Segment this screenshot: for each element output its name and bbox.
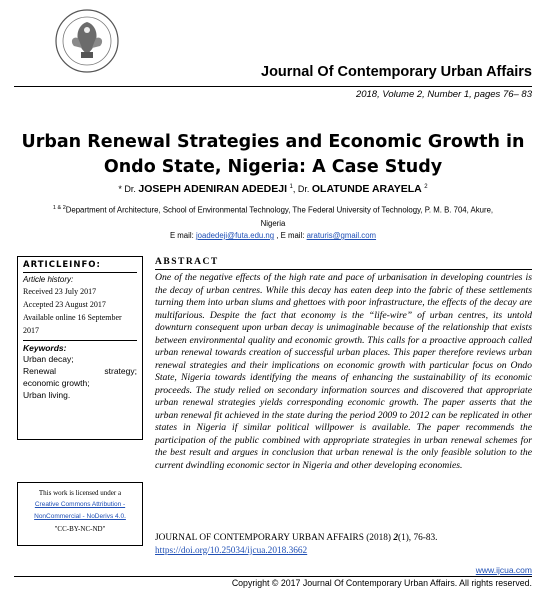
journal-name: Journal Of Contemporary Urban Affairs: [261, 64, 532, 80]
keywords-divider: [23, 340, 137, 341]
article-history-label: Article history:: [23, 275, 74, 284]
email-link-1[interactable]: joadedeji@futa.edu.ng: [195, 231, 275, 240]
email-separator: , E mail:: [274, 231, 307, 240]
citation-volume: 2: [393, 533, 398, 543]
license-link-line-1[interactable]: Creative Commons Attribution -: [34, 501, 126, 508]
license-text: This work is licensed under a: [38, 489, 122, 497]
keyword-item: Urban decay;: [23, 354, 74, 364]
journal-website-link[interactable]: www.ijcua.com: [475, 565, 532, 575]
author1-name: JOSEPH ADENIRAN ADEDEJI: [138, 183, 287, 195]
keyword-item: economic growth;: [23, 378, 90, 388]
email-line: [0, 231, 546, 240]
abstract-heading: ABSTRACT: [155, 257, 219, 267]
citation-line: 2018, Volume 2, Number 1, pages 76– 83: [355, 89, 532, 100]
license-code: "CC-BY-NC-ND": [54, 525, 106, 533]
abstract-divider: [155, 269, 532, 270]
paper-title: [20, 130, 526, 180]
citation-suffix: (1), 76-83.: [397, 533, 438, 543]
license-link-line-2[interactable]: NonCommercial - NoDerivs 4.0.: [34, 513, 126, 520]
license-box: [17, 482, 143, 546]
accepted-date: Accepted 23 August 2017: [23, 300, 106, 309]
keywords-label: Keywords:: [23, 343, 67, 353]
doi-link[interactable]: https://doi.org/10.25034/ijcua.2018.3662: [155, 545, 308, 556]
author1-sup: 1: [289, 184, 293, 190]
footer-divider: [14, 576, 532, 577]
author-line: [0, 183, 546, 195]
affiliation: [18, 202, 528, 230]
affiliation-sup: 1 & 2: [52, 205, 66, 211]
title-line-2: Ondo State, Nigeria: A Case Study: [103, 157, 443, 177]
author1-prefix: * Dr.: [118, 184, 139, 194]
author2-name: OLATUNDE ARAYELA: [311, 183, 422, 195]
article-info-title: ARTICLEINFO:: [23, 260, 137, 273]
journal-logo: [54, 8, 120, 74]
citation-prefix: JOURNAL OF CONTEMPORARY URBAN AFFAIRS (2018): [155, 533, 394, 543]
affiliation-line-1: Department of Architecture, School of Environmental Technology, The Federal University of Technology, P. M. B. 704, Akure,: [65, 205, 494, 215]
author2-sup: 2: [424, 184, 428, 190]
title-line-1: Urban Renewal Strategies and Economic Growth in: [21, 132, 525, 152]
available-online-date: Available online 16 September: [23, 313, 122, 322]
header-divider: [14, 86, 532, 87]
article-info-box: [17, 256, 143, 440]
email-link-2[interactable]: araturis@gmail.com: [306, 231, 377, 240]
copyright-notice: Copyright © 2017 Journal Of Contemporary Urban Affairs. All rights reserved.: [231, 578, 532, 588]
keyword-item: Urban living.: [23, 390, 71, 400]
affiliation-line-2: Nigeria: [260, 218, 286, 228]
journal-citation: [155, 532, 532, 557]
author2-prefix: , Dr.: [292, 184, 312, 194]
journal-seal-icon: [54, 8, 120, 74]
email-label-1: E mail:: [169, 231, 196, 240]
abstract-body: One of the negative effects of the high rate and pace of urbanisation in developing countries is the decay of urban centres. While this decay has eaten deep into the fabric of these settlements turning them into urban slums and ghettoes with poor infrastructure, the effects of the decay are multifarious. Despite the fact that economy is the “life-wire” of urban centres, its untold downturn consequent upon urban decay is unimaginable because of the relationship that exists between environmental quality and economic growth. This calls for a proactive approach called urban renewal towards creation of successful urban places. This paper therefore reviews urban renewal strategies and their implications on economic growth with particular focus on Ondo State, Nigeria towards identifying the means of enhancing the sustainability of its economic proceeds. The study relied on secondary information sources and discovered that appropriate urban renewal strategies yields corresponding economic growth. The paper asserts that the urban renewal fit achieved in the state during the period 2009 to 2012 can be replicated in other states in Nigeria if similar political willpower is available. The paper recommends the participation of the public combined with appropriate strategies in urban renewal schemes for the best result and argues in conclusion that urban renewal is the only feasible solution to the current dwindling economic sector in Nigeria and other developing economies.: [155, 272, 532, 471]
received-date: Received 23 July 2017: [23, 287, 97, 296]
available-online-year: 2017: [23, 326, 39, 335]
keyword-item: Renewal strategy;: [23, 366, 137, 376]
